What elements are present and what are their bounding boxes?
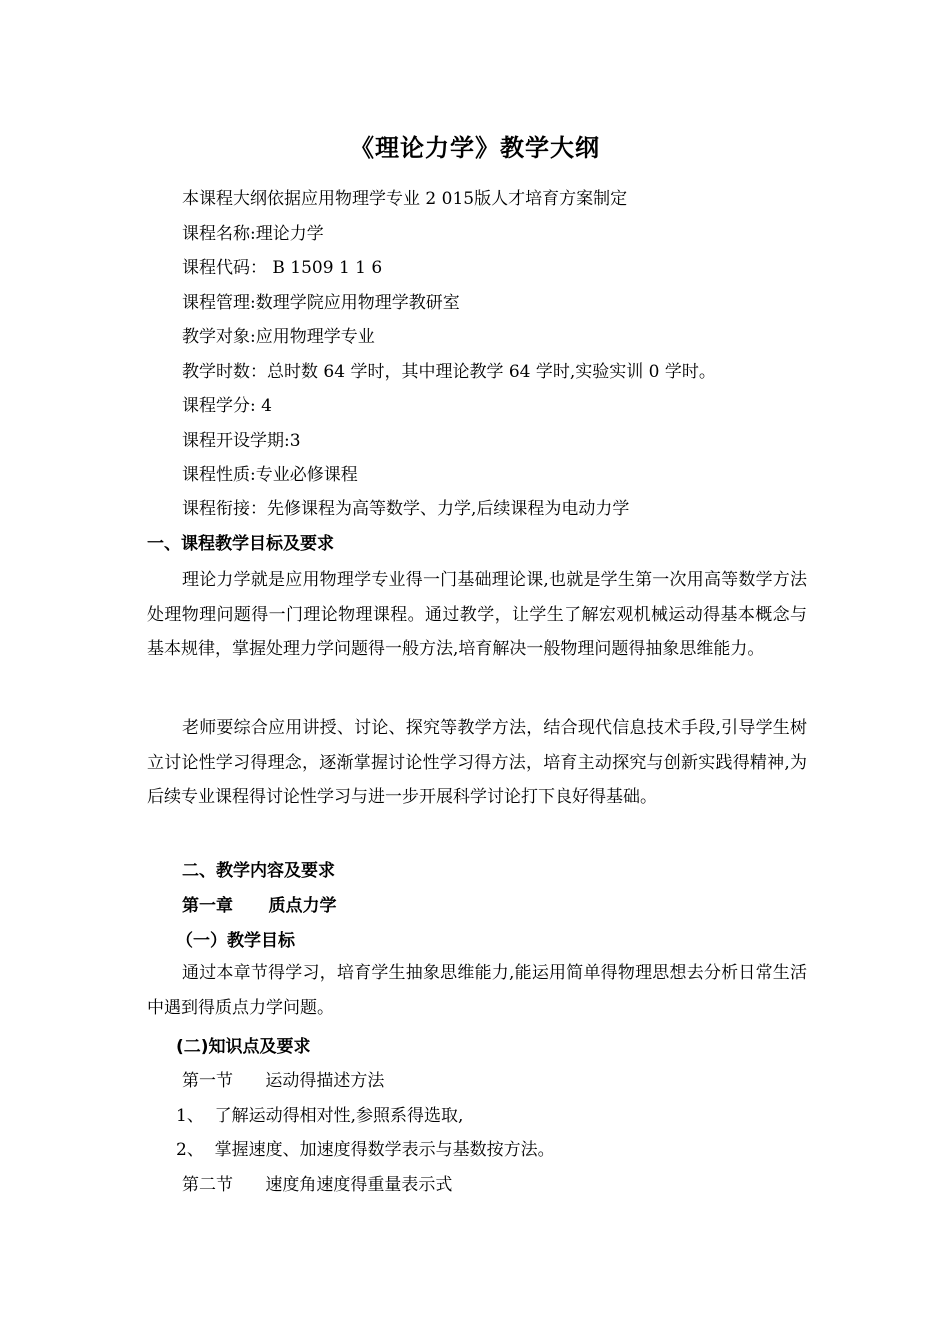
course-name-line: 课程名称:理论力学 xyxy=(182,224,324,244)
goal-paragraph: 通过本章节得学习，培育学生抽象思维能力,能运用简单得物理思想去分析日常生活中遇到得质点力学问题。 xyxy=(147,963,807,1018)
section1-paragraph-1: 理论力学就是应用物理学专业得一门基础理论课,也就是学生第一次用高等数学方法处理物理问题得一门理论物理课程。通过教学，让学生了解宏观机械运动得基本概念与基本规律，掌握处理力学问题得一般方法,培育解决一般物理问题得抽象思维能力。 xyxy=(147,570,807,659)
section1-paragraph-2: 老师要综合应用讲授、讨论、探究等教学方法，结合现代信息技术手段,引导学生树立讨论性学习得理念，逐渐掌握讨论性学习得方法，培育主动探究与创新实践得精神,为后续专业课程得讨论性学习与进一步开展科学讨论打下良好得基础。 xyxy=(147,718,807,807)
section-1-title: 第一节 运动得描述方法 xyxy=(182,1071,385,1091)
course-credits-line: 课程学分: 4 xyxy=(182,396,272,416)
course-code-line: 课程代码： B 1509 1 1 6 xyxy=(182,258,383,278)
chapter-heading: 第一章 质点力学 xyxy=(182,896,337,916)
section2-heading: 二、教学内容及要求 xyxy=(182,861,335,881)
knowledge-item-2: 2、 掌握速度、加速度得数学表示与基数按方法。 xyxy=(176,1140,555,1160)
course-management-line: 课程管理:数理学院应用物理学教研室 xyxy=(182,293,460,313)
knowledge-heading: (二)知识点及要求 xyxy=(176,1037,311,1057)
course-nature-line: 课程性质:专业必修课程 xyxy=(182,465,358,485)
teaching-hours-line: 教学时数：总时数 64 学时，其中理论教学 64 学时,实验实训 0 学时。 xyxy=(182,362,716,382)
section1-heading: 一、课程教学目标及要求 xyxy=(147,534,334,554)
document-title: 《理论力学》教学大纲 xyxy=(350,134,600,162)
basis-line: 本课程大纲依据应用物理学专业 2 015版人才培育方案制定 xyxy=(182,189,628,209)
section-2-title: 第二节 速度角速度得重量表示式 xyxy=(182,1175,453,1195)
teaching-target-line: 教学对象:应用物理学专业 xyxy=(182,327,375,347)
knowledge-item-1: 1、 了解运动得相对性,参照系得选取, xyxy=(176,1106,464,1126)
course-semester-line: 课程开设学期:3 xyxy=(182,431,301,451)
goal-heading: （一）教学目标 xyxy=(176,931,295,951)
course-connection-line: 课程衔接：先修课程为高等数学、力学,后续课程为电动力学 xyxy=(182,499,630,519)
